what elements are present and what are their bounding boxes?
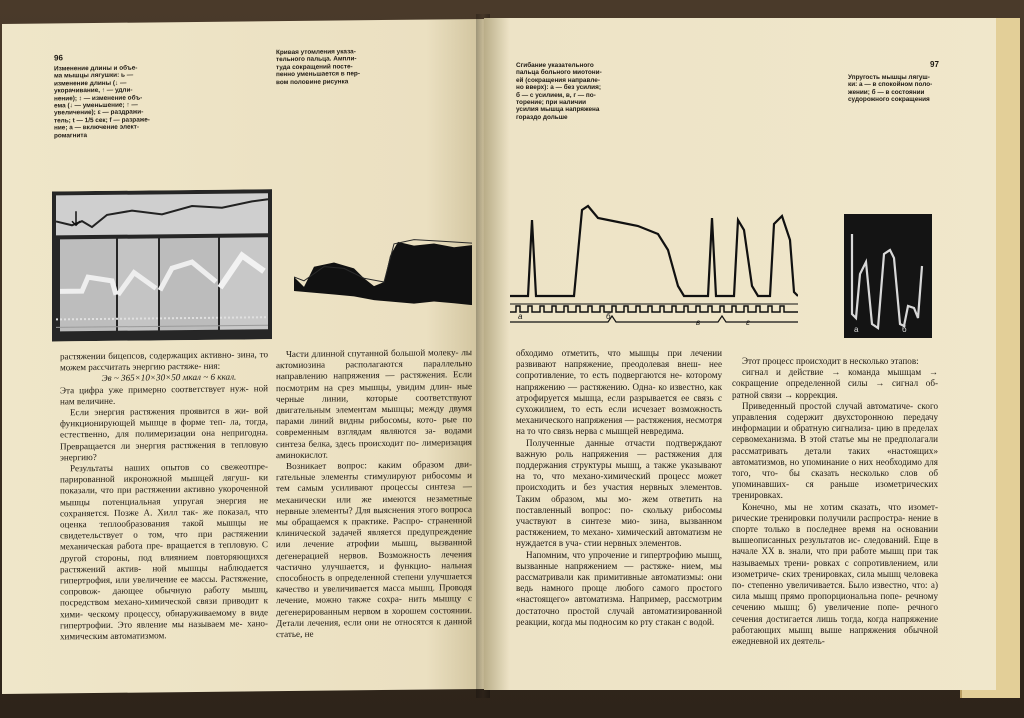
figure-caption-fatigue-curve: Кривая утомления указа- тельного пальца. Ампли- туда сокращений посте- пенно уменьшается в пер- вом половине рисунка <box>276 48 360 86</box>
svg-text:а: а <box>854 325 859 334</box>
paragraph: Приведенный простой случай автоматиче- ского управления содержит двухсторонною передачу информации и обратную сигнализа- цию в пределах сервомеханизма. В этой статье мы не предполагали рассматривать детали таких «настоящих» автоматизмов, но упоминание о них необходимо для того, что- бы сказать несколько слов об упоминавших- ся раньше изометрических тренировках. <box>732 400 938 501</box>
figure-caption-length-volume: Изменение длины и объе- ма мышцы лягушки: ь — изменение длины (↓ — укорачивание, ↑ — удли- нение); ↕ — изменение объ- ема (↓ — уменьшение; ↑ — увеличение); ε — раздражи- тель; t — 1/5 сек; f — разраже- ние; а — включение элект- ромагнита <box>54 64 150 140</box>
figure-caption-elasticity: Упругость мышцы лягуш- ки: а — в спокойном поло- жении; б — в состоянии судорожного сокращения <box>848 74 933 104</box>
paragraph: сигнал и действие → команда мышцам → сокращение определенной силы → сигнал об- ратной связи → коррекция. <box>732 367 938 400</box>
paragraph: обходимо отметить, что мышцы при лечении развивают напряжение, преодолевая внеш- нее сопротивление, то есть подвергаются не- которому напряжению — растяжению. Одна- ко известно, как атрофируется мышца, если разрывается ее связь с сухожилием, то есть если исчезает возможность механического напряжения — растяжения, несмотря на то что связь нерва с мышцей невредима. <box>516 348 722 437</box>
trace-label-b: б <box>606 312 611 321</box>
left-page <box>2 19 484 694</box>
page-number-right: 97 <box>930 60 939 69</box>
elasticity-photo-figure <box>844 214 932 338</box>
right-page <box>484 18 996 690</box>
paragraph: Части длинной спутанной большой молеку- лы актомиозина располагаются параллельно направлению напряжения — растяжения. Если посмотрим на срез мышцы, увидим длин- ные черные линии, которые соответствуют двигательным элементам мышцы; между двумя парами линий видны рибосомы, кото- рые по современным взглядам являются за- водами синтеза белка, здесь происходит по- лимеризация аминокислот. <box>276 347 472 460</box>
page-number-left: 96 <box>54 53 63 63</box>
paragraph: Если энергия растяжения проявится в жи- вой функционирующей мышце в форме теп- ла, тогда, естественно, для полимеризации она непригодна. Превращается ли энергия растяжения в тепловую энергию? <box>60 405 268 463</box>
right-column-2 <box>732 356 938 647</box>
trace-label-v: в <box>696 318 701 327</box>
figure-caption-myotonia: Сгибание указательного пальца больного миотони- ей (сокращения направле- но вверх): а — без усилия; б — с усилием, в, г — по- торение; при наличии усилия мышца напряжена гораздо дольше <box>516 62 602 121</box>
paragraph: Возникает вопрос: каким образом дви- гательные элементы стимулируют рибосомы и тем самым усиливают процессы синтеза — механически или же имеются незаметные нервные элементы? Для выяснения этого вопроса мы обращаемся к практике. Распро- страненной клинической задачей является предупреждение или лечение атрофии мышц, вызванной дегенерацией нервов. Возможность лечения частично улучшается, и функцио- нальная способность в определенной степени улучшается качество и увеличивается масса мышц. Проводя лечение, можно также сохра- нить мышцу с дегенерированным нервом в хорошем состоянии. Детали лечения, если они не относятся к данной статье, не <box>276 459 472 640</box>
fatigue-curve-figure <box>294 215 472 307</box>
paragraph: Напомним, что упрочение и гипертрофию мышц, вызванные напряжением — растяже- нием, мы рассматривали как примитивные автоматизмы: они ведь намного проще любого самого простого «настоящего» автоматизма. Например, рассмотрим достаточно простой случай автоматизированной реакции, когда мы подносим ко рту стакан с водой. <box>516 549 722 627</box>
muscle-length-volume-figure <box>52 189 272 341</box>
right-column-1 <box>516 348 722 628</box>
formula: Эв ~ 365×10×30×50 мкал ~ 6 ккал. <box>101 371 237 384</box>
left-column-2 <box>276 347 472 640</box>
paragraph: Эта цифра уже примерно соответствует нуж- ной нам величине. <box>60 382 268 407</box>
myotonia-tracing-figure <box>508 200 798 326</box>
paragraph: Этот процесс происходит в несколько этапов: <box>742 356 919 366</box>
left-column-1 <box>60 349 268 642</box>
paragraph: Результаты наших опытов со свежеотпре- парированной икроножной мышцей лягуш- ки показали, что при растяжении активно укороченной мышцы потенциальная упругая энергия не сохраняется. Позже А. Хилл так- же показал, что оценка теплообразования такой мышцы не свидетельствует о том, что при растяжении механическая работа пре- вращается в тепловую. С другой стороны, под влиянием повторяющихся растяжений актив- ной мышцы наблюдается гипертрофия, или увеличение ее массы. Растяжение, сопровож- дающее обычную работу мышц, посредством механо-химической связи приводит к хими- ческому процессу, обнаруживаемому в виде гипертрофии. Это явление мы называем ме- хано-химическим автоматизмом. <box>60 461 268 642</box>
trace-label-g: г <box>746 318 750 327</box>
paragraph: Полученные данные отчасти подтверждают важную роль напряжения — растяжения для поддержания структуры мышц, а также указывают на то, что механо-химический процесс может происходить и без участия нервных элементов. Таким образом, мы мо- жем ответить на поставленный вопрос: по- скольку рибосомы участвуют в синтезе мио- зина, вызванном растяжением, то механо- химический автоматизм не нуждается в уча- стии нервных элементов. <box>516 437 722 549</box>
paragraph: Конечно, мы не хотим сказать, что изомет- рические тренировки получили распростра- нение в спорте только в последнее время на основании вышеописанных результатов ис- следований. Еще в начале XX в. знали, что при работе мышц при так называемых трени- ровках с сопротивлением, или изометриче- ских тренировках, сила мышц человека по- степенно увеличивается. Было известно, что: а) сила мышц прямо пропорциональна попе- речному сечению мышц; б) увеличение попе- речного сечения достигается лишь тогда, когда напряжение работающих мышц выше напряжения обычной ежедневной их деятель- <box>732 501 938 647</box>
trace-label-a: а <box>518 312 523 321</box>
paragraph: растяжении бицепсов, содержащих активно- зина, то можем рассчитать энергию растяже- ния: <box>60 349 268 373</box>
svg-text:б: б <box>902 325 907 334</box>
